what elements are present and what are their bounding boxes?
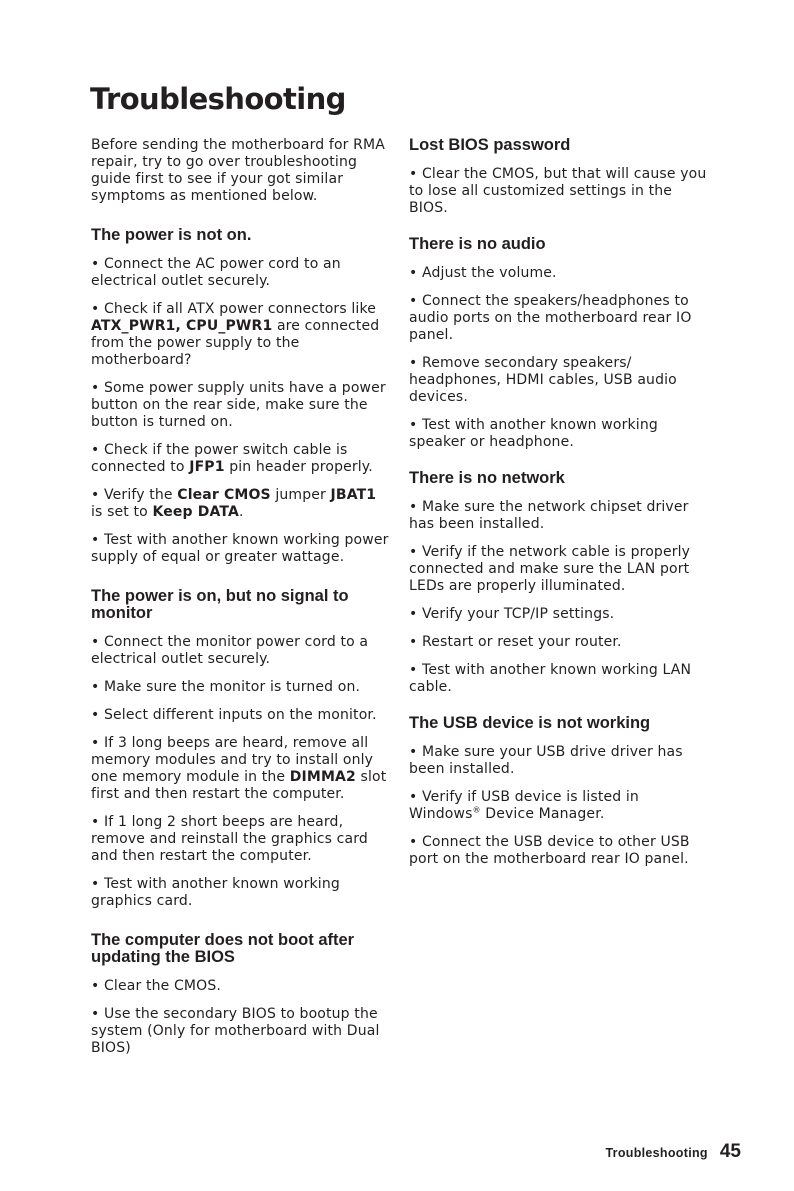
bold-term: Keep DATA — [152, 504, 240, 520]
text-run: • Verify your TCP/IP settings. — [409, 606, 615, 622]
section-there-is-no-audio — [409, 236, 709, 451]
section-lost-bios-password — [409, 137, 709, 217]
bullet-item — [91, 301, 391, 369]
bold-term: JBAT1 — [330, 487, 377, 503]
text-run: is set to — [91, 504, 153, 520]
section-the-usb-device-is-not-working — [409, 715, 709, 868]
left-column — [91, 137, 391, 1068]
text-run: Device Manager. — [480, 806, 605, 822]
section-heading: Lost BIOS password — [409, 136, 571, 154]
bold-term: ATX_PWR1, CPU_PWR1 — [91, 318, 273, 334]
text-run: • Test with another known working graphics card. — [91, 876, 340, 909]
text-run: • Adjust the volume. — [409, 265, 557, 281]
text-run: • Verify if USB device is listed in Windows — [409, 789, 639, 822]
text-run: • Test with another known working LAN cable. — [409, 662, 692, 695]
page-footer — [605, 1141, 741, 1163]
text-run: slot first and then restart the computer. — [91, 769, 387, 802]
footer-section-label: Troubleshooting — [605, 1146, 708, 1160]
text-run: • Verify the — [91, 487, 178, 503]
bullet-item — [409, 744, 709, 778]
section-heading: There is no audio — [409, 235, 546, 253]
bold-term: Clear CMOS — [177, 487, 271, 503]
section-heading: The computer does not boot after updating the BIOS — [91, 931, 355, 966]
intro-paragraph: Before sending the motherboard for RMA repair, try to go over troubleshooting guide first to see if your got similar symptoms as mentioned below. — [91, 137, 386, 204]
bullet-item — [91, 380, 391, 431]
bullet-item — [409, 499, 709, 533]
registered-mark: ® — [472, 805, 481, 815]
bullet-item — [409, 606, 709, 623]
bullet-item — [409, 789, 709, 823]
text-run: • If 3 long beeps are heard, remove all memory modules and try to install only one memory module in the — [91, 735, 374, 785]
text-run: • Check if all ATX power connectors like — [91, 301, 376, 317]
bullet-item — [409, 544, 709, 595]
text-run: jumper — [270, 487, 331, 503]
section-the-power-is-not-on — [91, 227, 391, 566]
bullet-item — [91, 532, 391, 566]
text-run: • Connect the speakers/headphones to audio ports on the motherboard rear IO panel. — [409, 293, 692, 343]
bullet-item — [409, 634, 709, 651]
text-run: • Some power supply units have a power button on the rear side, make sure the button is turned on. — [91, 380, 386, 430]
section-heading: The USB device is not working — [409, 714, 651, 732]
text-run: . — [239, 504, 244, 520]
text-run: • Connect the AC power cord to an electrical outlet securely. — [91, 256, 341, 289]
bullet-item — [91, 876, 391, 910]
bullet-item — [91, 707, 391, 724]
bullet-item — [91, 487, 391, 521]
bullet-item — [91, 442, 391, 476]
text-run: are connected from the power supply to the motherboard? — [91, 318, 380, 368]
section-the-computer-does-not-boot-after-updating-the-bios — [91, 932, 391, 1057]
section-heading: There is no network — [409, 469, 565, 487]
text-run: • Connect the monitor power cord to a electrical outlet securely. — [91, 634, 369, 667]
bullet-item — [91, 679, 391, 696]
text-run: • Remove secondary speakers/ headphones, HDMI cables, USB audio devices. — [409, 355, 677, 405]
bullet-item — [409, 834, 709, 868]
text-run: • Make sure the network chipset driver has been installed. — [409, 499, 689, 532]
page-number: 45 — [719, 1141, 741, 1162]
text-run: • Make sure your USB drive driver has been installed. — [409, 744, 683, 777]
page-title: Troubleshooting — [90, 82, 346, 116]
bullet-item — [91, 634, 391, 668]
bullet-item — [409, 166, 709, 217]
text-run: • Clear the CMOS. — [91, 978, 221, 994]
section-heading: The power is not on. — [91, 226, 252, 244]
text-run: • Check if the power switch cable is connected to — [91, 442, 348, 475]
text-run: • Use the secondary BIOS to bootup the system (Only for motherboard with Dual BIOS) — [91, 1006, 380, 1056]
text-run: • Test with another known working speaker or headphone. — [409, 417, 658, 450]
text-run: • Connect the USB device to other USB port on the motherboard rear IO panel. — [409, 834, 690, 867]
text-run: • Select different inputs on the monitor. — [91, 707, 377, 723]
bullet-item — [409, 293, 709, 344]
text-run: pin header properly. — [224, 459, 373, 475]
text-run: • Test with another known working power supply of equal or greater wattage. — [91, 532, 389, 565]
text-run: • Verify if the network cable is properly connected and make sure the LAN port LEDs are properly illuminated. — [409, 544, 691, 594]
bold-term: DIMMA2 — [289, 769, 356, 785]
left-sections — [91, 227, 391, 1057]
text-run: • If 1 long 2 short beeps are heard, remove and reinstall the graphics card and then restart the computer. — [91, 814, 368, 864]
bullet-item — [91, 814, 391, 865]
right-column — [409, 137, 709, 879]
bullet-item — [91, 735, 391, 803]
bullet-item — [91, 978, 391, 995]
bullet-item — [409, 662, 709, 696]
right-sections — [409, 137, 709, 868]
text-run: • Restart or reset your router. — [409, 634, 622, 650]
section-heading: The power is on, but no signal to monitor — [91, 587, 349, 622]
bold-term: JFP1 — [189, 459, 225, 475]
bullet-item — [91, 256, 391, 290]
section-there-is-no-network — [409, 470, 709, 696]
bullet-item — [409, 355, 709, 406]
bullet-item — [409, 265, 709, 282]
bullet-item — [91, 1006, 391, 1057]
section-the-power-is-on-but-no-signal-to-monitor — [91, 588, 391, 910]
bullet-item — [409, 417, 709, 451]
text-run: • Make sure the monitor is turned on. — [91, 679, 361, 695]
text-run: • Clear the CMOS, but that will cause you to lose all customized settings in the BIOS. — [409, 166, 707, 216]
